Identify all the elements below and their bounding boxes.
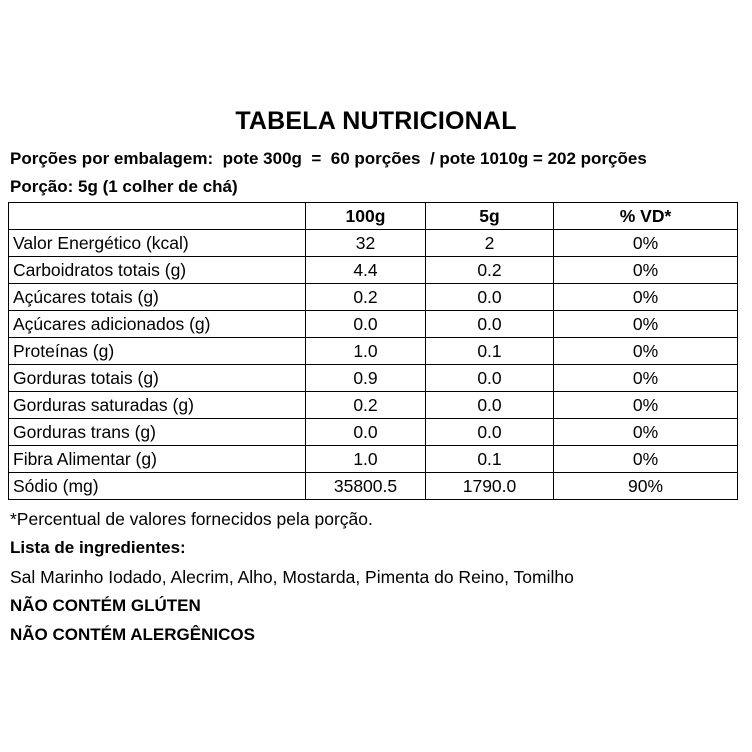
value-percent-vd: 0%: [554, 257, 738, 284]
value-per-100g: 0.0: [306, 311, 426, 338]
nutrient-label: Açúcares adicionados (g): [9, 311, 306, 338]
value-per-100g: 35800.5: [306, 473, 426, 500]
value-percent-vd: 0%: [554, 419, 738, 446]
value-per-5g: 0.2: [426, 257, 554, 284]
value-percent-vd: 0%: [554, 311, 738, 338]
table-body: [9, 230, 738, 500]
value-per-5g: 0.0: [426, 392, 554, 419]
table-row: [9, 284, 738, 311]
claim-gluten-free: NÃO CONTÉM GLÚTEN: [10, 596, 201, 615]
table-row: [9, 338, 738, 365]
vd-footnote: *Percentual de valores fornecidos pela porção.: [10, 509, 373, 529]
nutrient-label: Gorduras saturadas (g): [9, 392, 306, 419]
value-per-5g: 2: [426, 230, 554, 257]
value-percent-vd: 90%: [554, 473, 738, 500]
value-per-5g: 1790.0: [426, 473, 554, 500]
table-row: [9, 230, 738, 257]
nutrition-table: [8, 202, 738, 500]
value-percent-vd: 0%: [554, 365, 738, 392]
value-per-5g: 0.0: [426, 365, 554, 392]
value-per-100g: 32: [306, 230, 426, 257]
nutrient-label: Carboidratos totais (g): [9, 257, 306, 284]
ingredients-heading: Lista de ingredientes:: [10, 538, 186, 557]
nutrient-label: Sódio (mg): [9, 473, 306, 500]
page-title: TABELA NUTRICIONAL: [235, 107, 517, 135]
value-percent-vd: 0%: [554, 230, 738, 257]
value-per-5g: 0.1: [426, 446, 554, 473]
value-percent-vd: 0%: [554, 392, 738, 419]
value-per-5g: 0.0: [426, 311, 554, 338]
header-nutrient-empty: [9, 203, 306, 230]
header-per-5g: 5g: [426, 203, 554, 230]
table-row: [9, 419, 738, 446]
value-per-100g: 4.4: [306, 257, 426, 284]
nutrient-label: Açúcares totais (g): [9, 284, 306, 311]
value-percent-vd: 0%: [554, 284, 738, 311]
ingredients-list: Sal Marinho Iodado, Alecrim, Alho, Mostarda, Pimenta do Reino, Tomilho: [10, 567, 574, 587]
value-per-100g: 0.9: [306, 365, 426, 392]
value-per-100g: 0.2: [306, 392, 426, 419]
value-per-5g: 0.0: [426, 419, 554, 446]
value-per-100g: 1.0: [306, 446, 426, 473]
table-row: [9, 473, 738, 500]
value-per-5g: 0.0: [426, 284, 554, 311]
table-row: [9, 311, 738, 338]
nutrient-label: Proteínas (g): [9, 338, 306, 365]
header-percent-vd: % VD*: [554, 203, 738, 230]
claim-allergen-free: NÃO CONTÉM ALERGÊNICOS: [10, 625, 255, 644]
value-per-100g: 0.2: [306, 284, 426, 311]
table-header-row: [9, 203, 738, 230]
value-per-100g: 1.0: [306, 338, 426, 365]
value-per-5g: 0.1: [426, 338, 554, 365]
servings-per-package-line: Porções por embalagem: pote 300g = 60 porções / pote 1010g = 202 porções: [10, 149, 647, 168]
header-per-100g: 100g: [306, 203, 426, 230]
nutrient-label: Gorduras trans (g): [9, 419, 306, 446]
nutrient-label: Valor Energético (kcal): [9, 230, 306, 257]
portion-size-line: Porção: 5g (1 colher de chá): [10, 177, 238, 196]
table-row: [9, 365, 738, 392]
value-per-100g: 0.0: [306, 419, 426, 446]
nutrient-label: Gorduras totais (g): [9, 365, 306, 392]
value-percent-vd: 0%: [554, 338, 738, 365]
table-row: [9, 446, 738, 473]
table-row: [9, 392, 738, 419]
table-row: [9, 257, 738, 284]
value-percent-vd: 0%: [554, 446, 738, 473]
nutrient-label: Fibra Alimentar (g): [9, 446, 306, 473]
